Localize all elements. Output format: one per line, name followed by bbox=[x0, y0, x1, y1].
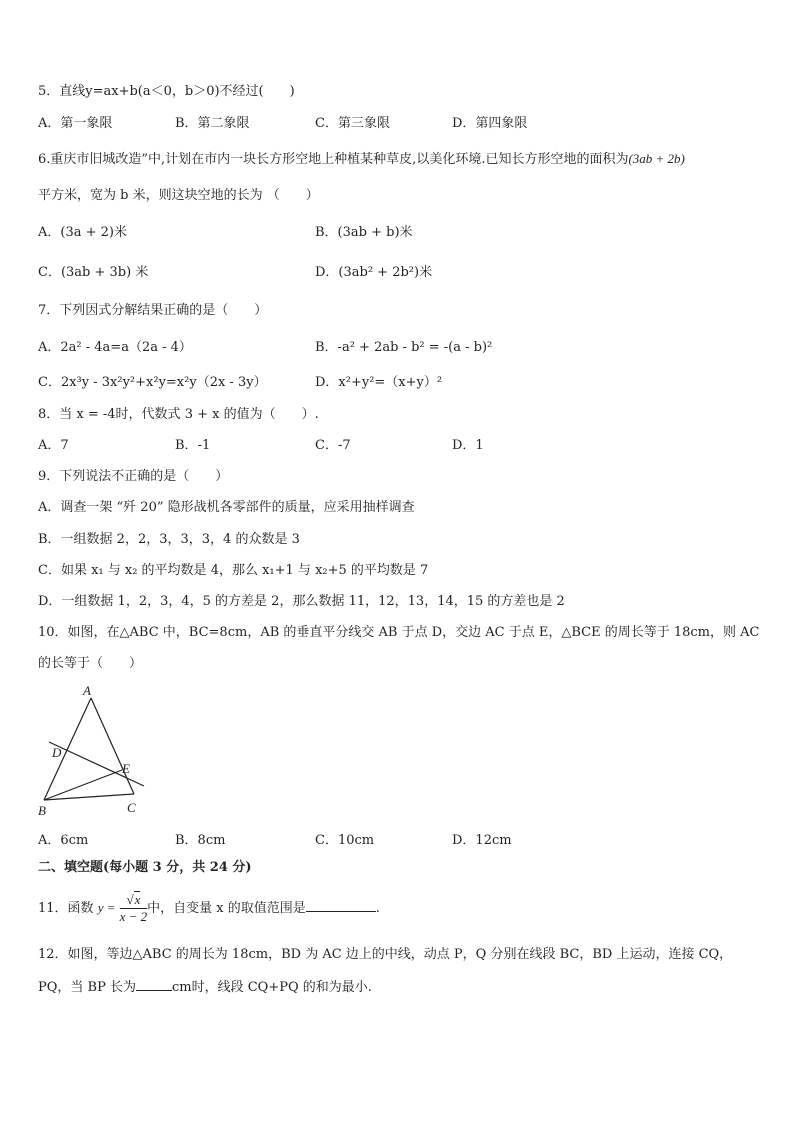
q9-option-d: D．一组数据 1，2，3，4，5 的方差是 2，那么数据 11，12，13，14，15 的方差也是 2 bbox=[38, 594, 565, 609]
q5-option-a: A．第一象限 bbox=[38, 116, 113, 131]
q8-option-b: B．-1 bbox=[175, 438, 211, 453]
q11-end: . bbox=[375, 901, 380, 916]
label-d: D bbox=[52, 745, 62, 760]
q11-y-equals: y = bbox=[97, 900, 116, 915]
label-c: C bbox=[127, 800, 136, 815]
q5-stem: 5．直线y=ax+b(a＜0，b＞0)不经过( ) bbox=[38, 84, 295, 99]
q7-option-d: D．x²+y²=（x+y）² bbox=[315, 375, 443, 390]
q11-fraction-numerator: x bbox=[134, 892, 141, 907]
q6-option-b: B．(3ab + b)米 bbox=[315, 225, 413, 240]
label-e: E bbox=[122, 761, 130, 776]
label-b: B bbox=[38, 803, 46, 818]
q11-suffix: 中，自变量 x 的取值范围是 bbox=[147, 901, 306, 916]
q6-stem-expression: (3ab + 2b) bbox=[628, 151, 685, 166]
q6-stem-line1 bbox=[38, 150, 685, 169]
q12-stem-line2 bbox=[38, 978, 372, 997]
q10-option-c: C．10cm bbox=[315, 833, 375, 848]
q11-prefix: 11．函数 bbox=[38, 901, 94, 916]
q7-option-b: B．-a² + 2ab - b² = -(a - b)² bbox=[315, 340, 493, 355]
section2-title: 二、填空题(每小题 3 分，共 24 分) bbox=[38, 860, 252, 875]
q7-stem: 7．下列因式分解结果正确的是（ ） bbox=[38, 303, 268, 318]
q6-option-c: C．(3ab + 3b) 米 bbox=[38, 265, 149, 280]
label-a: A bbox=[83, 684, 91, 698]
q6-stem-text: 6.重庆市旧城改造”中,计划在市内一块长方形空地上种植某种草皮,以美化环境.已知长方形空地的面积为 bbox=[38, 152, 629, 167]
q10-triangle-figure bbox=[36, 684, 156, 818]
q5-option-b: B．第二象限 bbox=[175, 116, 250, 131]
q10-stem-line1: 10．如图，在△ABC 中，BC=8cm，AB 的垂直平分线交 AB 于点 D，交边 AC 于点 E，△BCE 的周长等于 18cm，则 AC bbox=[38, 625, 760, 640]
q8-option-a: A．7 bbox=[38, 438, 69, 453]
q10-option-d: D．12cm bbox=[452, 833, 512, 848]
q6-stem-line2: 平方米，宽为 b 米，则这块空地的长为 （ ） bbox=[38, 188, 319, 203]
q9-option-c: C．如果 x₁ 与 x₂ 的平均数是 4，那么 x₁+1 与 x₂+5 的平均数是 7 bbox=[38, 563, 429, 578]
q10-option-b: B．8cm bbox=[175, 833, 226, 848]
q6-option-d: D．(3ab² + 2b²)米 bbox=[315, 265, 433, 280]
q7-option-a: A．2a² - 4a=a（2a - 4） bbox=[38, 340, 192, 355]
q8-option-c: C．-7 bbox=[315, 438, 351, 453]
q12-answer-blank[interactable] bbox=[136, 978, 172, 991]
q6-option-a: A．(3a + 2)米 bbox=[38, 225, 127, 240]
q12-stem-line1: 12．如图，等边△ABC 的周长为 18cm，BD 为 AC 边上的中线，动点 P，Q 分别在线段 BC，BD 上运动，连接 CQ， bbox=[38, 947, 733, 962]
q12-stem-part-b: cm时，线段 CQ+PQ 的和为最小. bbox=[171, 980, 372, 995]
q8-stem: 8．当 x = -4时，代数式 3 + x 的值为（ ）. bbox=[38, 407, 319, 422]
q11-fraction: $\frac{√x}{x - 2}$ bbox=[119, 892, 148, 924]
q11-answer-blank[interactable] bbox=[306, 899, 376, 912]
q10-stem-line2: 的长等于（ ） bbox=[38, 656, 143, 671]
q11-stem bbox=[38, 888, 380, 929]
q10-option-a: A．6cm bbox=[38, 833, 89, 848]
q9-stem: 9．下列说法不正确的是（ ） bbox=[38, 469, 229, 484]
q12-stem-part-a: PQ，当 BP 长为 bbox=[38, 980, 136, 995]
q11-fraction-denominator: x − 2 bbox=[119, 909, 148, 924]
q5-option-c: C．第三象限 bbox=[315, 116, 390, 131]
q9-option-a: A．调查一架 “歼 20” 隐形战机各零部件的质量，应采用抽样调查 bbox=[38, 500, 415, 515]
q9-option-b: B．一组数据 2，2，3，3，3，4 的众数是 3 bbox=[38, 532, 300, 547]
q7-option-c: C．2x³y - 3x²y²+x²y=x²y（2x - 3y） bbox=[38, 375, 267, 390]
q8-option-d: D．1 bbox=[452, 438, 484, 453]
q5-option-d: D．第四象限 bbox=[452, 116, 528, 131]
